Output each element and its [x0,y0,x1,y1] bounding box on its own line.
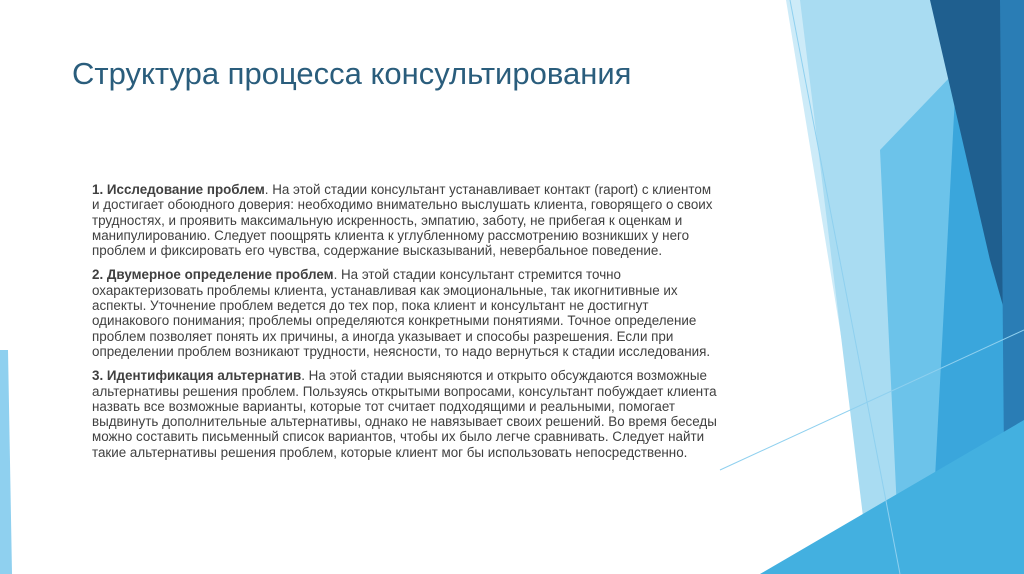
paragraph-line: назвать все возможные варианты, которые тот считает подходящими и реальными, помогает [92,398,676,414]
paragraph-first-line [92,267,792,282]
paragraph-alternatives [92,368,792,460]
paragraph-line: и достигает обоюдного доверия: необходимо внимательно выслушать клиента, говорящего о своих [92,197,713,213]
paragraph-line: альтернативы решения проблем. Пользуясь открытыми вопросами, консультант побуждает клиента [92,383,717,399]
paragraph-research [92,182,792,258]
paragraph-text: . На этой стадии выясняются и открыто обсуждаются возможные [301,368,707,384]
paragraph-heading: 1. Исследование проблем [92,182,265,197]
paragraph-line: охарактеризовать проблемы клиента, устанавливая как эмоциональные, так икогнитивные их [92,282,678,298]
left-strip [0,350,12,574]
paragraph-line: аспекты. Уточнение проблем ведется до тех пор, пока клиент и консультант не достигнут [92,298,649,314]
paragraph-line: одинакового понимания; проблемы определяются конкретными понятиями. Точное определение [92,313,697,329]
paragraph-line: трудностях, и проявить максимальную искренность, эмпатию, заботу, не прибегая к оценкам и [92,212,683,228]
paragraph-line: проблем позволяет понять их причины, а иногда указывает и способы разрешения. Если при [92,328,674,344]
paragraph-definition [92,267,792,359]
slide-title: Структура процесса консультирования [72,56,632,91]
paragraph-heading: 3. Идентификация альтернатив [92,368,302,384]
paragraph-first-line [92,368,792,383]
paragraph-line: выдвинуть дополнительные альтернативы, однако не навязывает своих решений. Во время беседы [92,414,717,430]
paragraph-heading: 2. Двумерное определение проблем [92,267,334,283]
paragraph-first-line [92,182,792,197]
paragraph-line: манипулированию. Следует поощрять клиента к углубленному рассмотрению возникших у него [92,227,690,243]
slide-body [92,182,792,469]
paragraph-text: . На этой стадии консультант устанавливает контакт (raport) с клиентом [264,182,712,197]
paragraph-line: можно составить письменный список вариантов, чтобы их было легче сравнивать. Следует найти [92,429,705,445]
paragraph-text: . На этой стадии консультант стремится точно [333,267,622,283]
paragraph-line: проблем и фиксировать его чувства, содержание высказываний, невербальное поведение. [92,243,663,259]
paragraph-line: такие альтернативы решения проблем, которые клиент мог бы использовать непосредственно. [92,444,688,460]
paragraph-line: определении проблем возникают трудности, неясности, то надо вернуться к стадии исследования. [92,343,711,359]
